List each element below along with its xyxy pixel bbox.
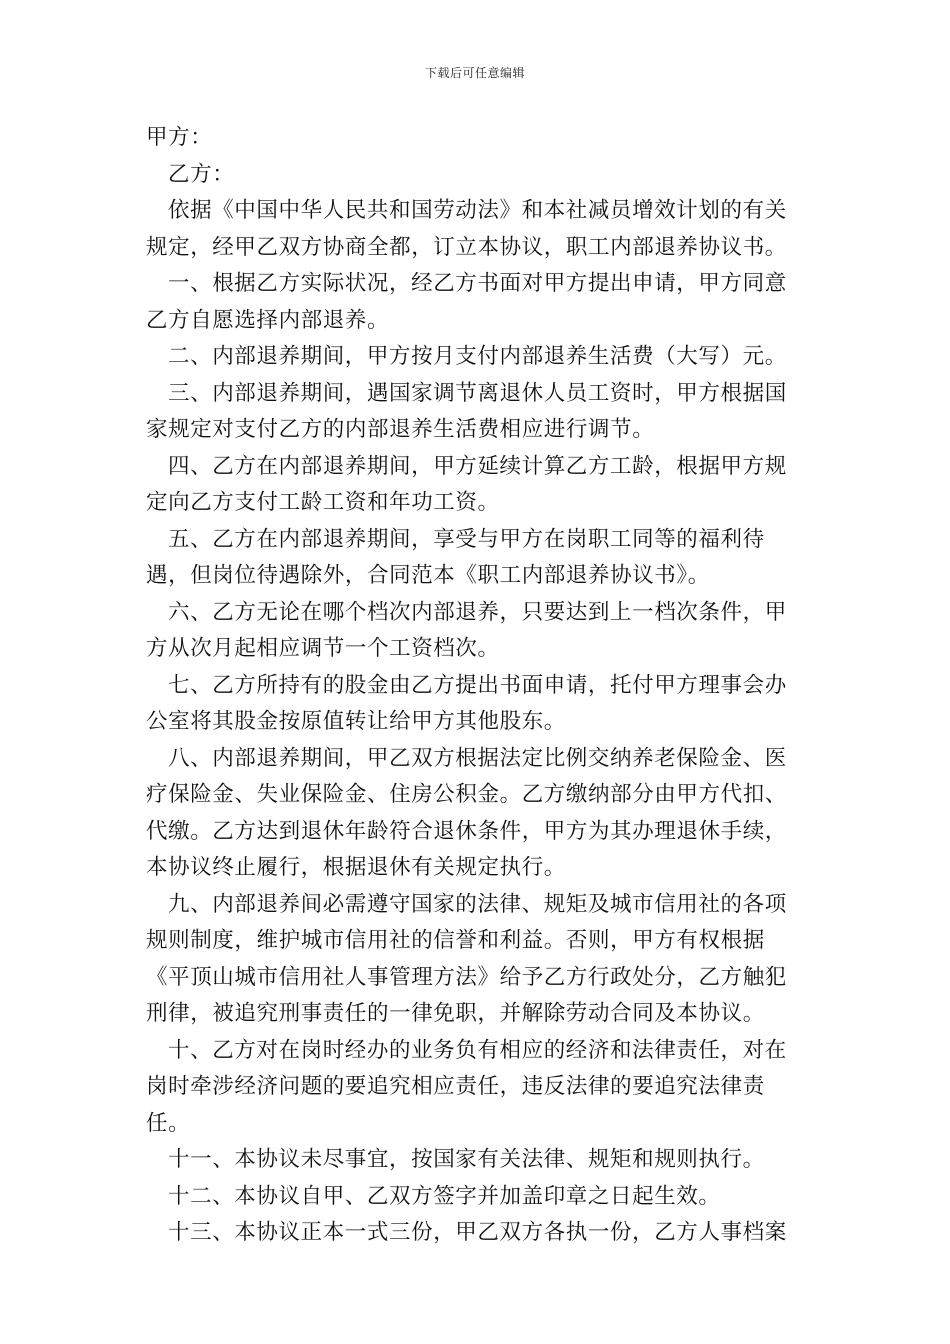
- paragraph-clause-8: 八、内部退养期间，甲乙双方根据法定比例交纳养老保险金、医疗保险金、失业保险金、住房公积金。乙方缴纳部分由甲方代扣、代缴。乙方达到退休年龄符合退休条件，甲方为其办理退休手续，本协议终止履行，根据退休有关规定执行。: [146, 745, 787, 880]
- paragraph-clause-5: 五、乙方在内部退养期间，享受与甲方在岗职工同等的福利待遇，但岗位待遇除外，合同范本《职工内部退养协议书》。: [146, 526, 765, 588]
- paragraph-clause-12: 十二、本协议自甲、乙双方签字并加盖印章之日起生效。: [168, 1183, 721, 1209]
- party-b-label: 乙方：: [168, 161, 235, 187]
- header-note: 下载后可任意编辑: [424, 66, 525, 80]
- paragraph-clause-6: 六、乙方无论在哪个档次内部退养，只要达到上一档次条件，甲方从次月起相应调节一个工资档次。: [146, 599, 787, 661]
- paragraph-clause-10: 十、乙方对在岗时经办的业务负有相应的经济和法律责任，对在岗时牵涉经济问题的要追究相应责任，违反法律的要追究法律责任。: [146, 1037, 787, 1136]
- paragraph-clause-7: 七、乙方所持有的股金由乙方提出书面申请，托付甲方理事会办公室将其股金按原值转让给甲方其他股东。: [146, 672, 787, 734]
- paragraph-intro: 依据《中国中华人民共和国劳动法》和本社减员增效计划的有关规定，经甲乙双方协商全都，订立本协议，职工内部退养协议书。: [146, 198, 787, 260]
- paragraph-clause-2: 二、内部退养期间，甲方按月支付内部退养生活费（大写）元。: [168, 344, 787, 369]
- paragraph-clause-9: 九、内部退养间必需遵守国家的法律、规矩及城市信用社的各项规则制度，维护城市信用社的信誉和利益。否则，甲方有权根据《平顶山城市信用社人事管理方法》给予乙方行政处分，乙方触犯刑律，被追究刑事责任的一律免职，并解除劳动合同及本协议。: [146, 891, 787, 1026]
- paragraph-clause-13: 十三、本协议正本一式三份，甲乙双方各执一份，乙方人事档案: [168, 1220, 787, 1245]
- party-a-label: 甲方：: [146, 125, 213, 150]
- document-body: [146, 120, 808, 1252]
- paragraph-clause-11: 十一、本协议未尽事宜，按国家有关法律、规矩和规则执行。: [168, 1147, 765, 1172]
- paragraph-clause-4: 四、乙方在内部退养期间，甲方延续计算乙方工龄，根据甲方规定向乙方支付工龄工资和年功工资。: [146, 453, 787, 515]
- paragraph-clause-3: 三、内部退养期间，遇国家调节离退休人员工资时，甲方根据国家规定对支付乙方的内部退养生活费相应进行调节。: [146, 380, 787, 442]
- paragraph-clause-1: 一、根据乙方实际状况，经乙方书面对甲方提出申请，甲方同意乙方自愿选择内部退养。: [146, 271, 787, 333]
